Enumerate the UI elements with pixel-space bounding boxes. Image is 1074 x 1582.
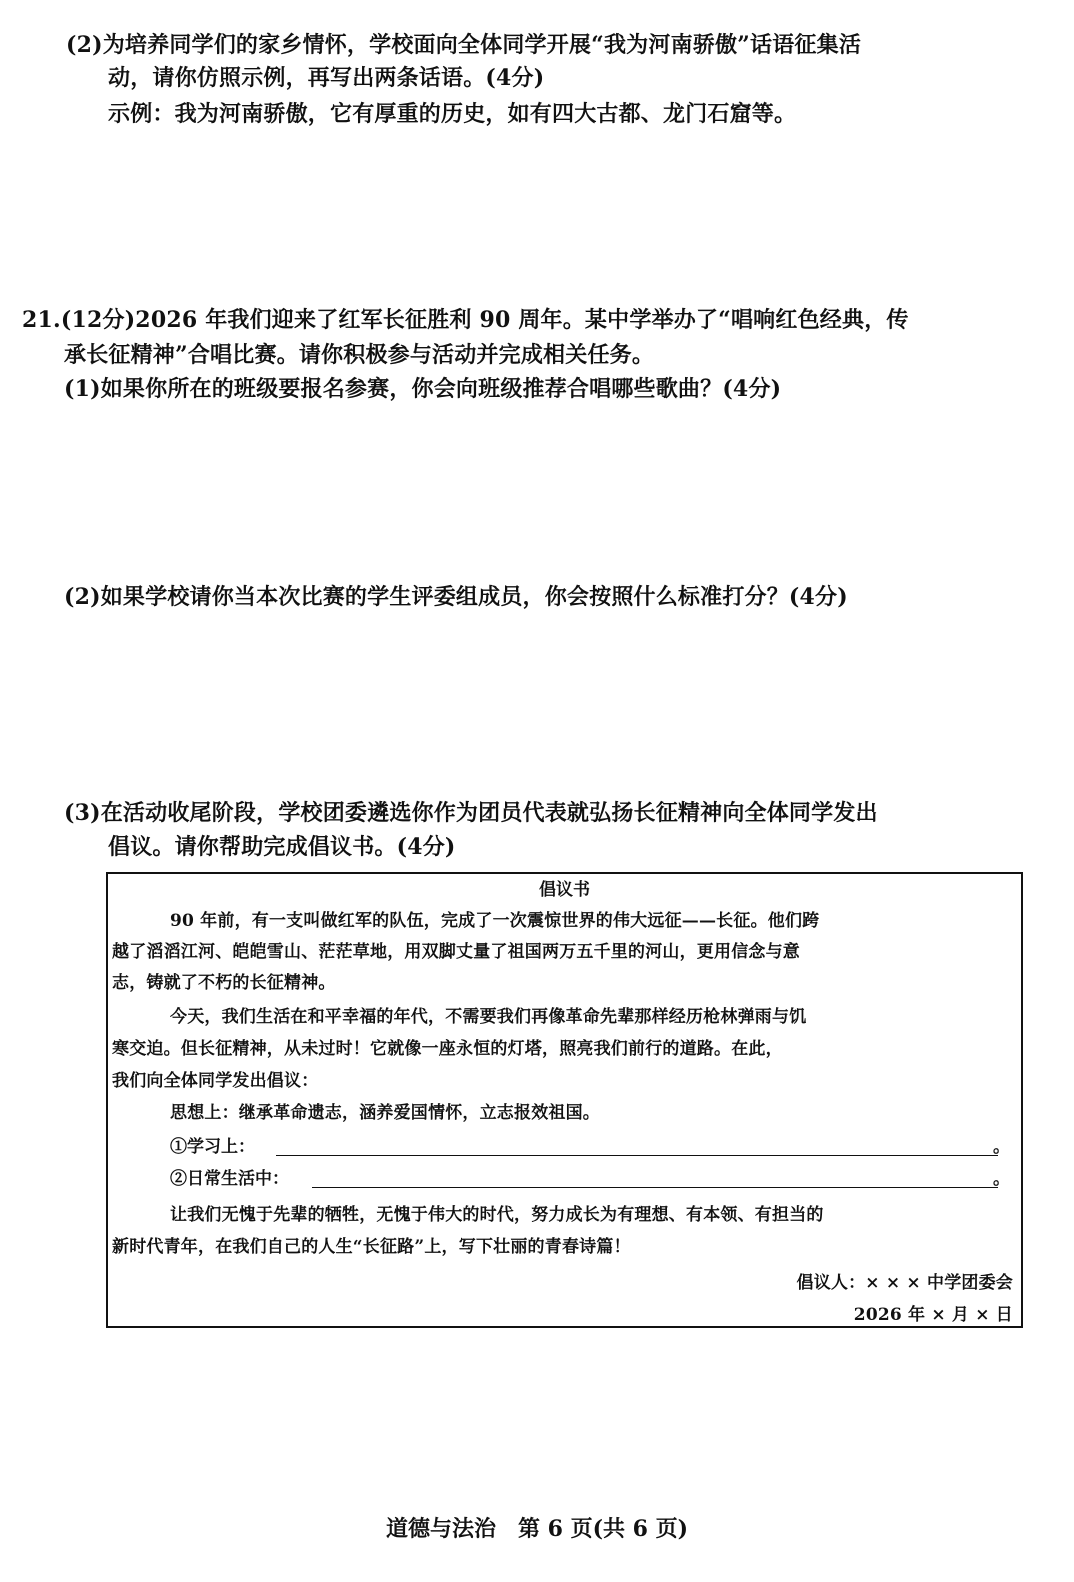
study-answer-line[interactable] [276, 1155, 998, 1156]
study-blank-row [170, 1134, 1010, 1160]
proposal-p2-line1: 今天，我们生活在和平幸福的年代，不需要我们再像革命先辈那样经历枪林弹雨与饥 [170, 1007, 807, 1027]
daily-answer-line[interactable] [312, 1187, 998, 1188]
daily-label: ②日常生活中： [170, 1169, 289, 1189]
proposal-closing-line1: 让我们无愧于先辈的牺牲，无愧于伟大的时代，努力成长为有理想、有本领、有担当的 [170, 1205, 824, 1225]
daily-blank-row [170, 1166, 1010, 1192]
q20-part2-line2: 动，请你仿照示例，再写出两条话语。(4分) [108, 65, 545, 91]
proposal-signer: 倡议人：× × × 中学团委会 [796, 1273, 1013, 1293]
page-footer: 道德与法治 第 6 页(共 6 页) [385, 1516, 689, 1542]
q21-part3-line1: (3)在活动收尾阶段，学校团委遴选你作为团员代表就弘扬长征精神向全体同学发出 [64, 800, 878, 826]
proposal-title: 倡议书 [539, 880, 590, 900]
q21-part1: (1)如果你所在的班级要报名参赛，你会向班级推荐合唱哪些歌曲？(4分) [64, 376, 782, 402]
proposal-closing-line2: 新时代青年，在我们自己的人生“长征路”上，写下壮丽的青春诗篇！ [112, 1237, 631, 1257]
proposal-p2-line3: 我们向全体同学发出倡议： [112, 1071, 319, 1091]
study-period: 。 [993, 1137, 1010, 1157]
q21-stem-line1: 21.(12分)2026 年我们迎来了红军长征胜利 90 周年。某中学举办了“唱响红色经典，传 [22, 307, 909, 333]
proposal-thought: 思想上：继承革命遗志，涵养爱国情怀，立志报效祖国。 [170, 1103, 600, 1123]
proposal-date: 2026 年 × 月 × 日 [853, 1305, 1013, 1325]
study-label: ①学习上： [170, 1137, 255, 1157]
proposal-p2-line2: 寒交迫。但长征精神，从未过时！它就像一座永恒的灯塔，照亮我们前行的道路。在此， [112, 1039, 783, 1059]
q21-part2: (2)如果学校请你当本次比赛的学生评委组成员，你会按照什么标准打分？(4分) [64, 584, 848, 610]
proposal-box [106, 872, 1023, 1328]
proposal-p1-line3: 志，铸就了不朽的长征精神。 [112, 973, 336, 993]
q21-part3-line2: 倡议。请你帮助完成倡议书。(4分) [108, 834, 456, 860]
proposal-p1-line1: 90 年前，有一支叫做红军的队伍，完成了一次震惊世界的伟大远征——长征。他们跨 [170, 911, 820, 931]
proposal-p1-line2: 越了滔滔江河、皑皑雪山、茫茫草地，用双脚丈量了祖国两万五千里的河山，更用信念与意 [112, 942, 800, 962]
q20-example: 示例：我为河南骄傲，它有厚重的历史，如有四大古都、龙门石窟等。 [108, 101, 797, 127]
daily-period: 。 [993, 1169, 1010, 1189]
q21-stem-line2: 承长征精神”合唱比赛。请你积极参与活动并完成相关任务。 [64, 342, 655, 368]
q20-part2-line1: (2)为培养同学们的家乡情怀，学校面向全体同学开展“我为河南骄傲”话语征集活 [66, 32, 862, 58]
